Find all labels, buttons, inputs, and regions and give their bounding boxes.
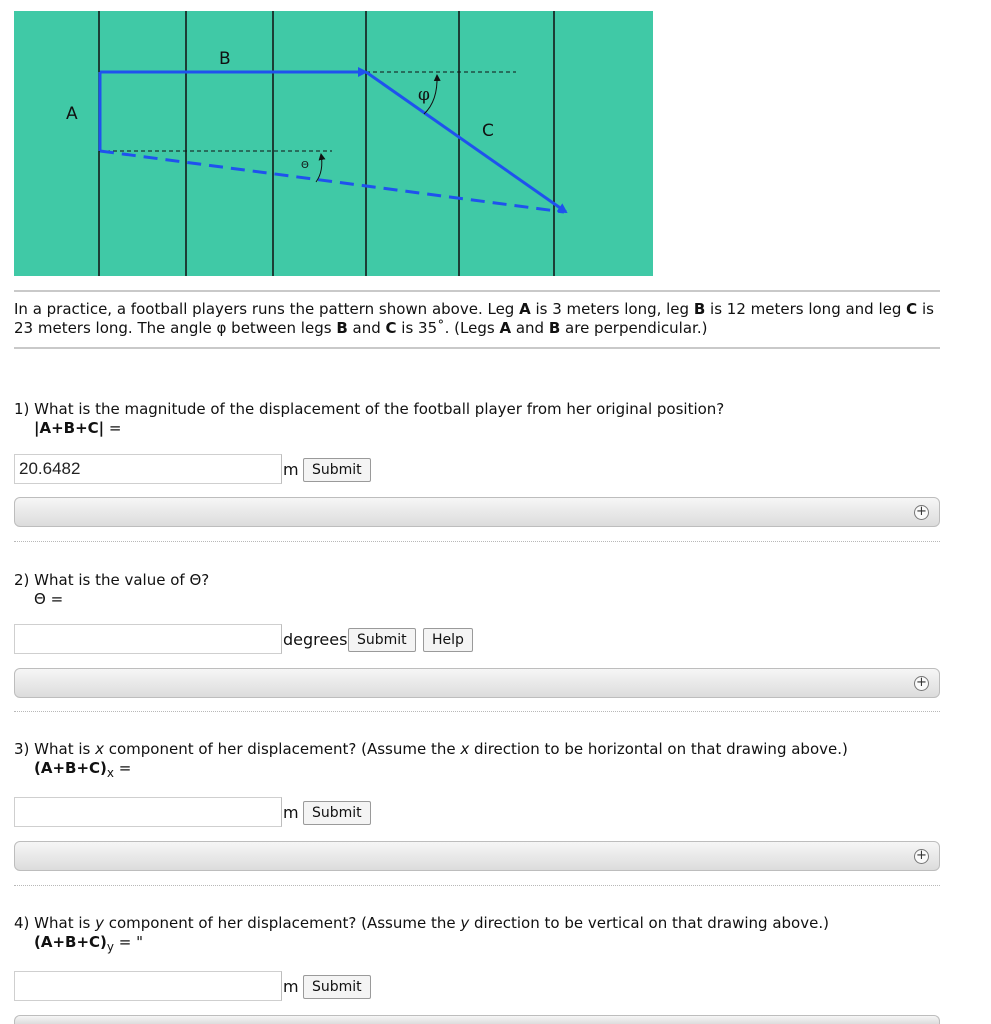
football-pattern-diagram <box>14 11 653 276</box>
question-3-text: 3) What is x component of her displacement? (Assume the x direction to be horizontal on that drawing above.) <box>14 740 848 758</box>
answer-1-input[interactable] <box>14 454 282 484</box>
submit-2-button[interactable]: Submit <box>348 628 416 652</box>
help-2-button[interactable]: Help <box>423 628 473 652</box>
label-theta: Θ <box>301 160 309 171</box>
hint-panel-1[interactable] <box>14 497 940 527</box>
submit-3-button[interactable]: Submit <box>303 801 371 825</box>
question-4-text: 4) What is y component of her displacement? (Assume the y direction to be vertical on that drawing above.) <box>14 914 829 932</box>
submit-1-button[interactable]: Submit <box>303 458 371 482</box>
question-4 <box>14 914 954 957</box>
question-3-expression: $(A+B+C)_x$ = <box>34 759 132 780</box>
submit-4-button[interactable]: Submit <box>303 975 371 999</box>
problem-statement: In a practice, a football players runs the pattern shown above. Leg A is 3 meters long, leg B is 12 meters long and leg C is 23 meters long. The angle φ between legs B and C is 35˚. (Legs A and B are perpendicular.) <box>14 300 934 337</box>
hint-panel-4[interactable] <box>14 1015 940 1024</box>
question-3 <box>14 740 954 783</box>
divider-q2 <box>14 711 940 713</box>
label-a: A <box>66 104 78 124</box>
plus-circle-icon[interactable]: + <box>914 505 929 520</box>
question-1-expression: |A+B+C| = <box>34 419 122 437</box>
plus-circle-icon[interactable]: + <box>914 676 929 691</box>
question-2-text: 2) What is the value of Θ? <box>14 571 210 589</box>
label-phi: φ <box>418 85 430 105</box>
answer-2-input[interactable] <box>14 624 282 654</box>
answer-3-unit: m <box>283 803 299 822</box>
question-2 <box>14 571 954 609</box>
answer-3-input[interactable] <box>14 797 282 827</box>
label-b: B <box>219 49 231 69</box>
plus-circle-icon[interactable]: + <box>914 849 929 864</box>
question-4-expression: $(A+B+C)_y$ = " <box>34 933 144 954</box>
hint-panel-3[interactable] <box>14 841 940 871</box>
divider-q3 <box>14 885 940 887</box>
question-1 <box>14 400 954 438</box>
divider-statement <box>14 347 940 349</box>
question-1-text: 1) What is the magnitude of the displacement of the football player from her original position? <box>14 400 725 418</box>
field-background <box>14 11 653 276</box>
answer-2-unit: degrees <box>283 630 348 649</box>
divider-q1 <box>14 541 940 543</box>
answer-4-unit: m <box>283 977 299 996</box>
divider-top <box>14 290 940 292</box>
question-2-expression: Θ = <box>34 590 64 608</box>
hint-panel-2[interactable] <box>14 668 940 698</box>
answer-1-unit: m <box>283 460 299 479</box>
label-c: C <box>482 121 494 141</box>
answer-4-input[interactable] <box>14 971 282 1001</box>
